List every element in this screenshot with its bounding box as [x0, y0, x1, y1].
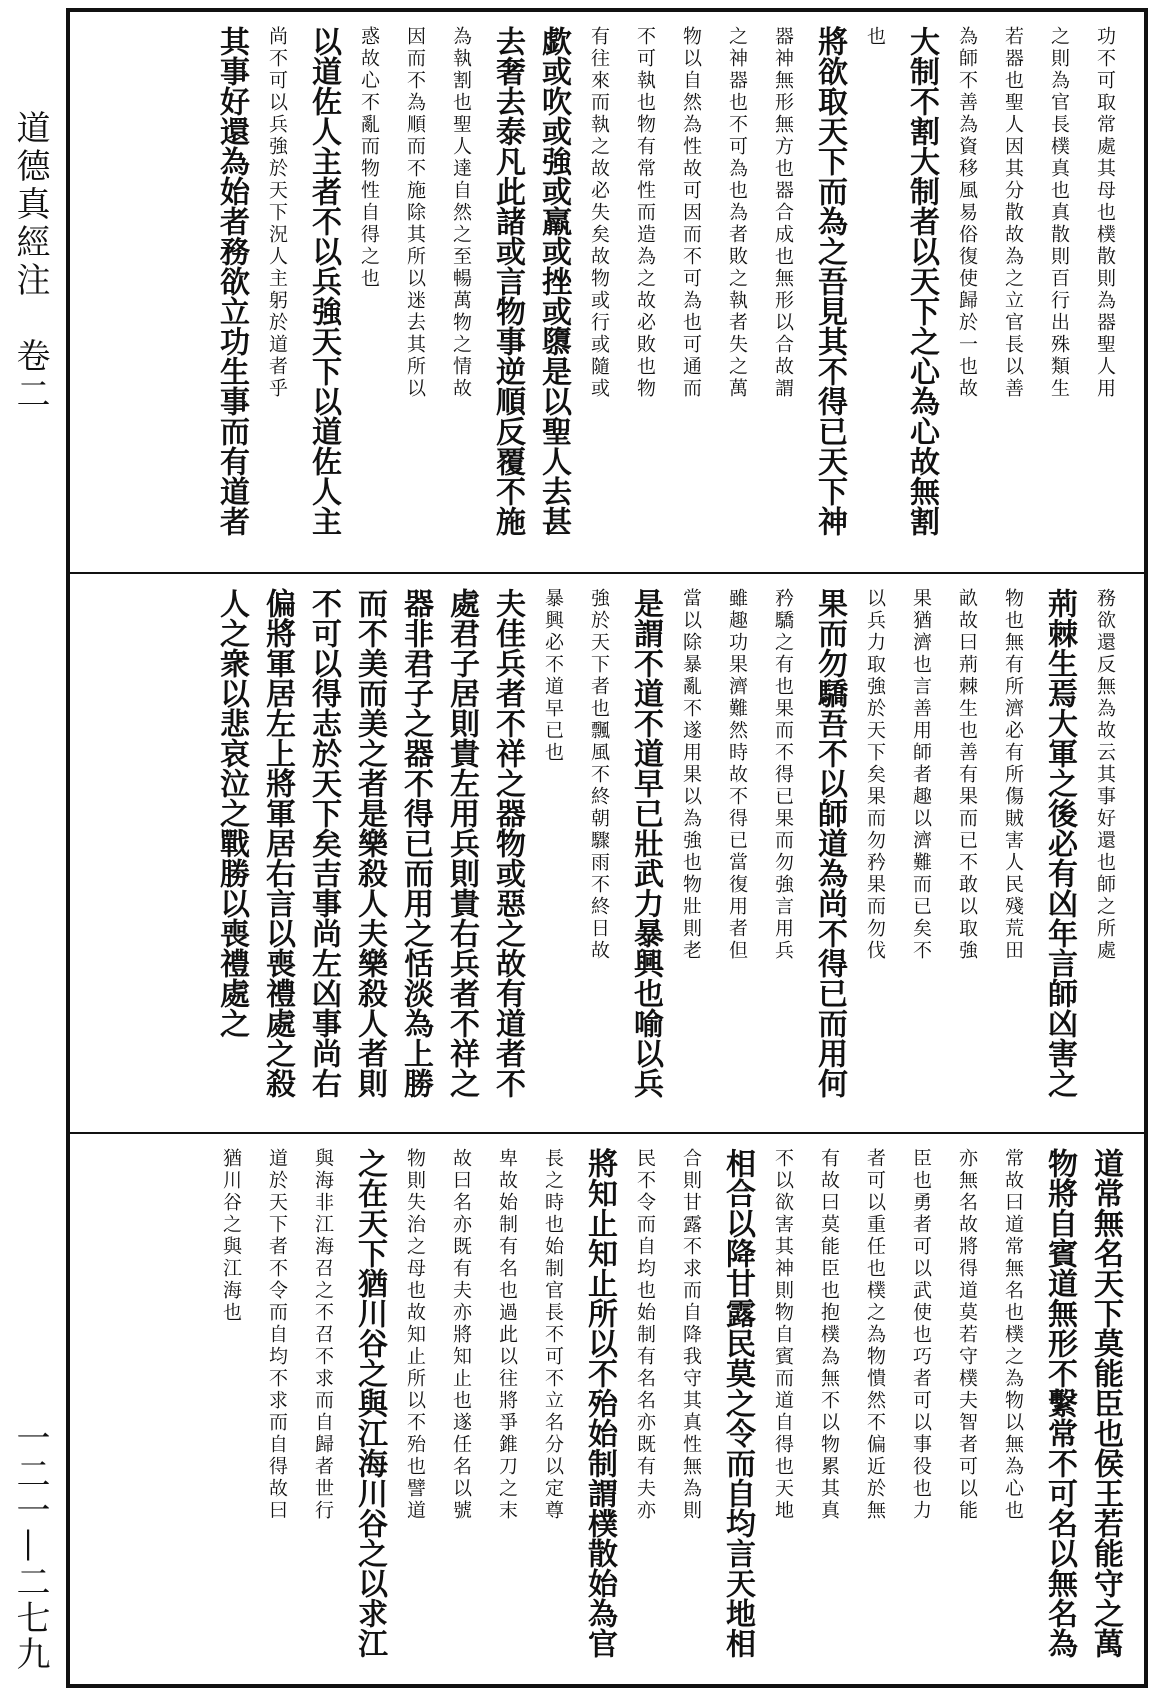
text-column: 果猶濟也言善用師者趣以濟難而已矣不	[910, 588, 932, 962]
text-column: 以兵力取強於天下矣果而勿矜果而勿伐	[864, 588, 886, 962]
text-column: 務欲還反無為故云其事好還也師之所處	[1094, 588, 1116, 962]
text-column: 物則失治之母也故知止所以不殆也譬道	[404, 1148, 426, 1522]
text-column: 惑故心不亂而物性自得之也	[358, 26, 380, 290]
text-column: 而不美而美之者是樂殺人夫樂殺人者則	[352, 588, 387, 1098]
text-column: 當以除暴亂不遂用果以為強也物壯則老	[680, 588, 702, 962]
text-column: 道於天下者不令而自均不求而自得故曰	[266, 1148, 288, 1522]
text-column: 長之時也始制官長不可不立名分以定尊	[542, 1148, 564, 1522]
text-column: 以道佐人主者不以兵強天下以道佐人主	[306, 26, 341, 536]
text-column: 亦無名故將得道莫若守樸夫智者可以能	[956, 1148, 978, 1522]
text-column: 合則甘露不求而自降我守其真性無為則	[680, 1148, 702, 1522]
text-column: 之神器也不可為也為者敗之執者失之萬	[726, 26, 748, 400]
text-column: 若器也聖人因其分散故為之立官長以善	[1002, 26, 1024, 400]
text-column: 物也無有所濟必有所傷賊害人民殘荒田	[1002, 588, 1024, 962]
text-column: 強於天下者也飄風不終朝驟雨不終日故	[588, 588, 610, 962]
text-column: 畝故曰荊棘生也善有果而已不敢以取強	[956, 588, 978, 962]
text-column: 有故曰莫能臣也抱樸為無不以物累其真	[818, 1148, 840, 1522]
text-column: 尚不可以兵強於天下況人主躬於道者乎	[266, 26, 288, 400]
text-column: 處君子居則貴左用兵則貴右兵者不祥之	[444, 588, 479, 1098]
text-column: 功不可取常處其母也樸散則為器聖人用	[1094, 26, 1116, 400]
page-number: 一二一—二七九	[10, 1420, 50, 1672]
text-panel-bottom	[70, 1132, 1144, 1684]
text-column: 物以自然為性故可因而不可為也可通而	[680, 26, 702, 400]
text-column: 猶川谷之與江海也	[220, 1148, 242, 1324]
text-column: 為執割也聖人達自然之至暢萬物之情故	[450, 26, 472, 400]
text-column: 者可以重任也樸之為物憒然不偏近於無	[864, 1148, 886, 1522]
text-column: 果而勿驕吾不以師道為尚不得已而用何	[812, 588, 847, 1098]
text-column: 不以欲害其神則物自賓而道自得也天地	[772, 1148, 794, 1522]
text-column: 卑故始制有名也過此以往將爭錐刀之末	[496, 1148, 518, 1522]
text-column: 偏將軍居左上將軍居右言以喪禮處之殺	[260, 588, 295, 1098]
text-column: 歔或吹或強或羸或挫或隳是以聖人去甚	[536, 26, 571, 536]
text-column: 器神無形無方也器合成也無形以合故謂	[772, 26, 794, 400]
text-column: 將知止知止所以不殆始制謂樸散始為官	[582, 1148, 617, 1658]
text-column: 去奢去泰凡此諸或言物事逆順反覆不施	[490, 26, 525, 536]
text-column: 之在天下猶川谷之與江海川谷之以求江	[352, 1148, 387, 1658]
text-column: 暴興必不道早已也	[542, 588, 564, 764]
text-column: 道常無名天下莫能臣也侯王若能守之萬	[1088, 1148, 1123, 1658]
text-column: 矜驕之有也果而不得已果而勿強言用兵	[772, 588, 794, 962]
text-column: 因而不為順而不施除其所以迷去其所以	[404, 26, 426, 400]
text-column: 物將自賓道無形不繫常不可名以無名為	[1042, 1148, 1077, 1658]
text-column: 將欲取天下而為之吾見其不得已天下神	[812, 26, 847, 536]
running-title: 道德真經注 卷二	[10, 110, 50, 414]
text-column: 有往來而執之故必失矣故物或行或隨或	[588, 26, 610, 400]
text-column: 荊棘生焉大軍之後必有凶年言師凶害之	[1042, 588, 1077, 1098]
text-column: 故曰名亦既有夫亦將知止也遂任名以號	[450, 1148, 472, 1522]
text-column: 是謂不道不道早已壯武力暴興也喻以兵	[628, 588, 663, 1098]
text-column: 夫佳兵者不祥之器物或惡之故有道者不	[490, 588, 525, 1098]
text-column: 不可以得志於天下矣吉事尚左凶事尚右	[306, 588, 341, 1098]
text-column: 之則為官長樸真也真散則百行出殊類生	[1048, 26, 1070, 400]
text-column: 大制不割大制者以天下之心為心故無割	[904, 26, 939, 536]
text-column: 雖趣功果濟難然時故不得已當復用者但	[726, 588, 748, 962]
text-panel-top	[70, 12, 1144, 572]
text-column: 常故曰道常無名也樸之為物以無為心也	[1002, 1148, 1024, 1522]
text-column: 人之衆以悲哀泣之戰勝以喪禮處之	[214, 588, 249, 1038]
text-column: 臣也勇者可以武使也巧者可以事役也力	[910, 1148, 932, 1522]
text-column: 其事好還為始者務欲立功生事而有道者	[214, 26, 249, 536]
text-column: 也	[864, 26, 886, 48]
text-column: 為師不善為資移風易俗復使歸於一也故	[956, 26, 978, 400]
text-column: 民不令而自均也始制有名名亦既有夫亦	[634, 1148, 656, 1522]
text-column: 相合以降甘露民莫之令而自均言天地相	[720, 1148, 755, 1658]
page-frame	[66, 8, 1148, 1688]
text-column: 器非君子之器不得已而用之恬淡為上勝	[398, 588, 433, 1098]
text-column: 不可執也物有常性而造為之故必敗也物	[634, 26, 656, 400]
text-panel-middle	[70, 572, 1144, 1132]
text-column: 與海非江海召之不召不求而自歸者世行	[312, 1148, 334, 1522]
